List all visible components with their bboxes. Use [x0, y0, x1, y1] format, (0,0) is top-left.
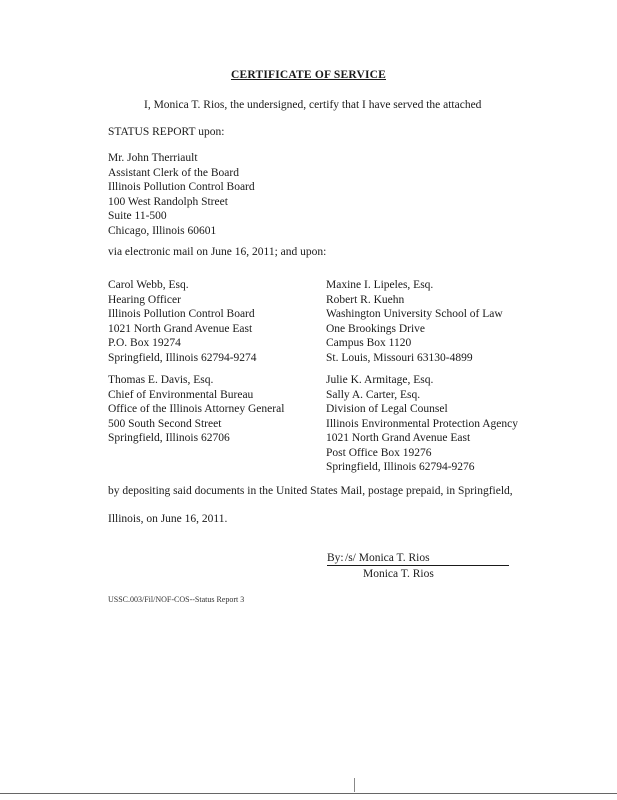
- signature-by-label: By:: [327, 552, 344, 564]
- address-line: Julie K. Armitage, Esq.: [326, 374, 434, 386]
- deposit-line: by depositing said documents in the United States Mail, postage prepaid, in Springfield,: [108, 485, 513, 497]
- address-line: 1021 North Grand Avenue East: [326, 432, 471, 444]
- recipient-address-armitage: [326, 373, 518, 475]
- recipient-address-davis: [108, 373, 284, 446]
- address-line: Chicago, Illinois 60601: [108, 224, 217, 237]
- address-line: Springfield, Illinois 62794-9274: [108, 351, 257, 364]
- signature-printed-name: Monica T. Rios: [363, 568, 434, 580]
- signature-signed: /s/ Monica T. Rios: [345, 552, 430, 564]
- footer-reference: USSC.003/Fil/NOF-COS--Status Report 3: [108, 595, 245, 604]
- document-line: STATUS REPORT upon:: [108, 126, 225, 138]
- address-line: Office of the Illinois Attorney General: [108, 403, 285, 415]
- address-line: Chief of Environmental Bureau: [108, 388, 254, 401]
- address-line: Campus Box 1120: [326, 337, 412, 349]
- recipient-address-webb: [108, 278, 257, 365]
- address-line: Robert R. Kuehn: [326, 293, 405, 306]
- address-line: P.O. Box 19274: [108, 337, 181, 349]
- address-line: Hearing Officer: [108, 293, 181, 306]
- address-line: Maxine I. Lipeles, Esq.: [326, 279, 434, 291]
- via-line: via electronic mail on June 16, 2011; and upon:: [108, 246, 327, 258]
- address-line: One Brookings Drive: [326, 322, 426, 335]
- address-line: Springfield, Illinois 62794-9276: [326, 461, 475, 473]
- address-line: Thomas E. Davis, Esq.: [108, 374, 214, 386]
- scan-artifact-mark: [354, 778, 355, 792]
- address-line: Washington University School of Law: [326, 308, 503, 320]
- address-line: 500 South Second Street: [108, 417, 222, 430]
- address-line: 100 West Randolph Street: [108, 195, 228, 208]
- page-bottom-rule: [0, 793, 617, 794]
- intro-line: I, Monica T. Rios, the undersigned, certify that I have served the attached: [144, 99, 482, 111]
- address-line: Post Office Box 19276: [326, 446, 432, 459]
- primary-recipient-address: [108, 151, 255, 238]
- address-line: Illinois Pollution Control Board: [108, 308, 255, 320]
- recipient-address-lipeles: [326, 278, 503, 365]
- signature-line: [327, 552, 509, 566]
- address-line: Suite 11-500: [108, 210, 167, 222]
- address-line: Sally A. Carter, Esq.: [326, 388, 421, 401]
- address-line: 1021 North Grand Avenue East: [108, 322, 253, 335]
- address-line: Carol Webb, Esq.: [108, 279, 189, 291]
- address-line: St. Louis, Missouri 63130-4899: [326, 351, 473, 364]
- certificate-title: CERTIFICATE OF SERVICE: [230, 69, 387, 81]
- address-line: Division of Legal Counsel: [326, 403, 448, 415]
- address-line: Illinois Pollution Control Board: [108, 181, 255, 193]
- address-line: Springfield, Illinois 62706: [108, 432, 230, 444]
- address-line: Assistant Clerk of the Board: [108, 166, 239, 179]
- date-line: Illinois, on June 16, 2011.: [108, 513, 228, 525]
- address-line: Illinois Environmental Protection Agency: [326, 417, 518, 430]
- address-line: Mr. John Therriault: [108, 152, 198, 164]
